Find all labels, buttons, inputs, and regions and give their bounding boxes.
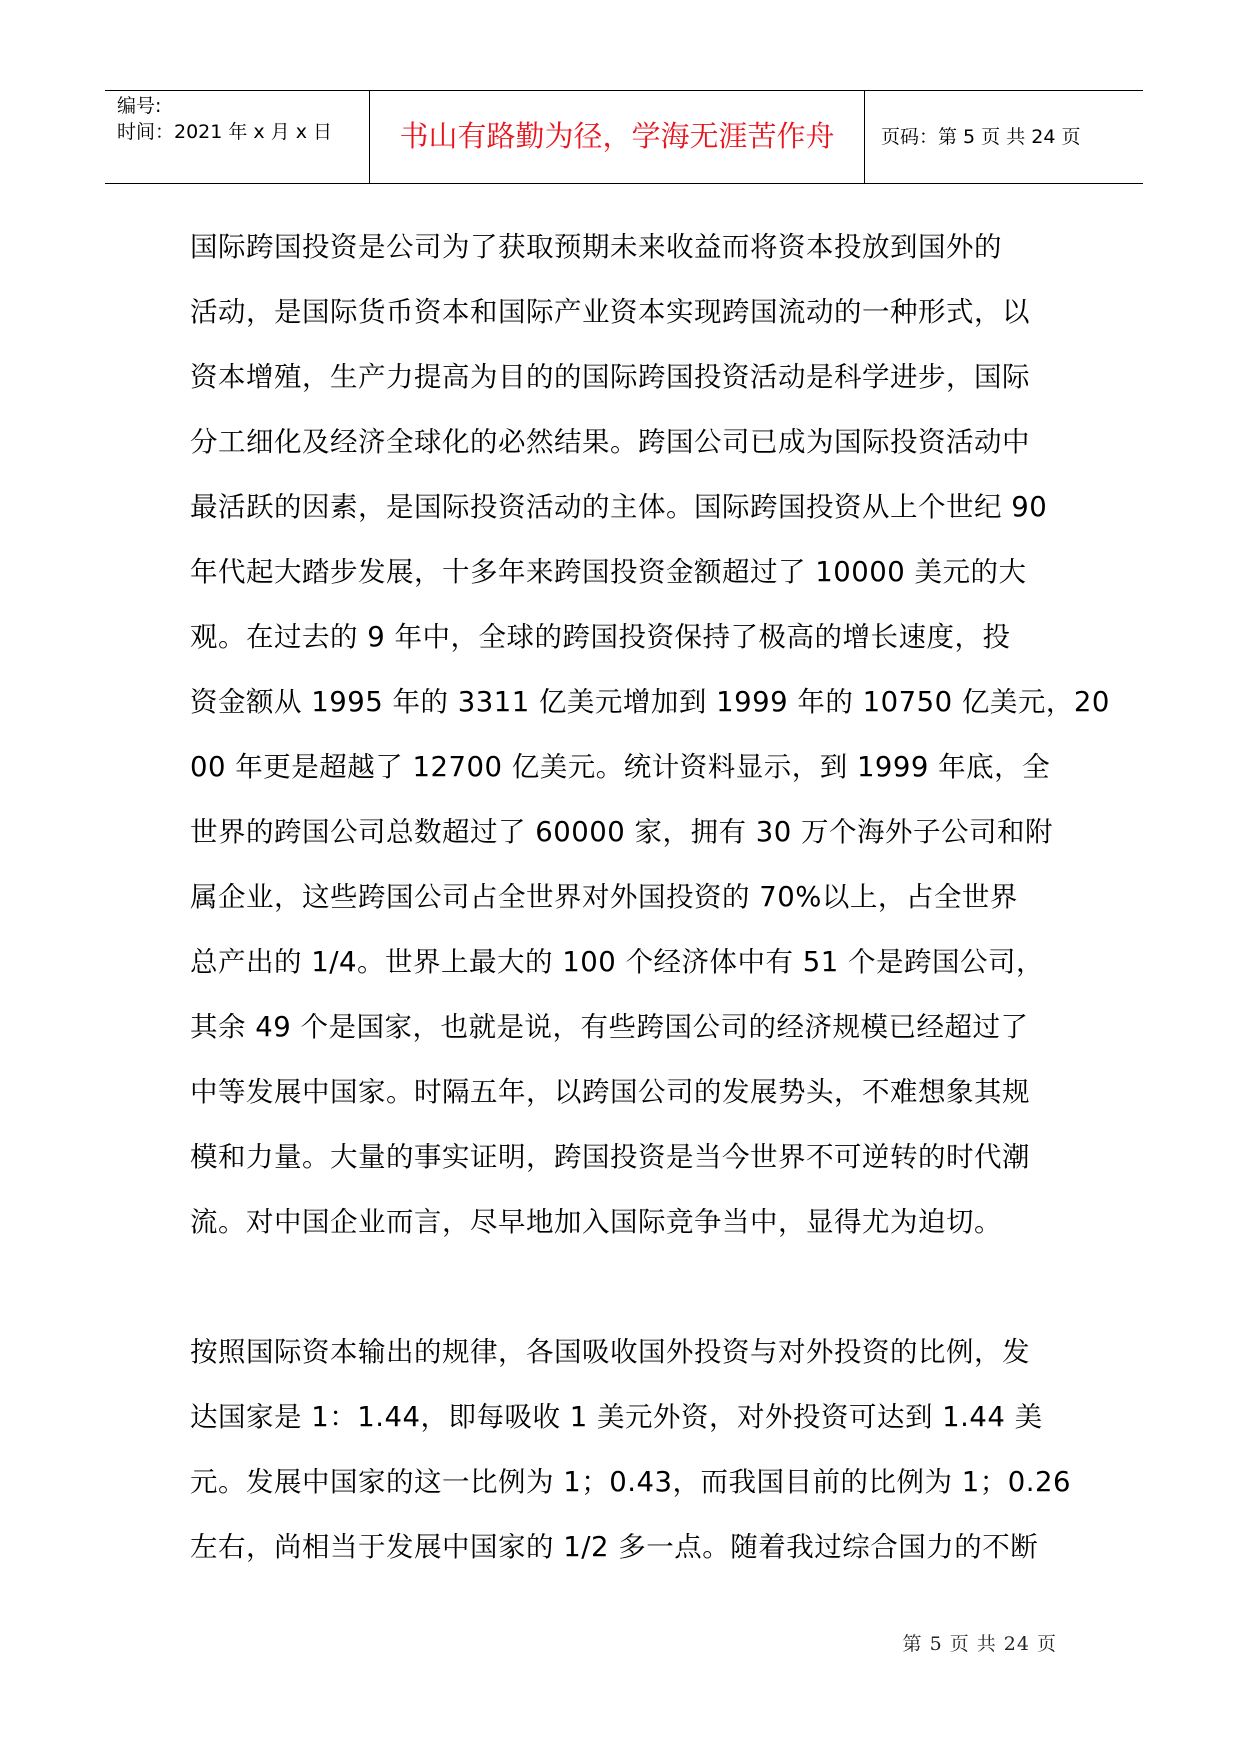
document-body	[190, 215, 1110, 1580]
paragraph-line: 其余 49 个是国家，也就是说，有些跨国公司的经济规模已经超过了	[190, 1011, 1029, 1043]
paragraph-2	[190, 1320, 1070, 1580]
paragraph-line: 达国家是 1：1.44，即每吸收 1 美元外资，对外投资可达到 1.44 美	[190, 1401, 1043, 1433]
paragraph-line: 国际跨国投资是公司为了获取预期未来收益而将资本投放到国外的	[190, 231, 1002, 263]
serial-label: 编号:	[117, 95, 162, 117]
paragraph-spacer	[190, 1255, 1070, 1320]
paragraph-line: 按照国际资本输出的规律，各国吸收国外投资与对外投资的比例，发	[190, 1336, 1030, 1368]
paragraph-line: 中等发展中国家。时隔五年，以跨国公司的发展势头，不难想象其规	[190, 1076, 1030, 1108]
paragraph-line: 流。对中国企业而言，尽早地加入国际竞争当中，显得尤为迫切。	[190, 1206, 1002, 1238]
paragraph-1	[190, 215, 1110, 1255]
paragraph-line: 世界的跨国公司总数超过了 60000 家，拥有 30 万个海外子公司和附	[190, 816, 1053, 848]
paragraph-line: 属企业，这些跨国公司占全世界对外国投资的 70%以上，占全世界	[190, 881, 1018, 913]
time-label: 时间：2021 年 x 月 x 日	[117, 121, 333, 143]
paragraph-line: 总产出的 1/4。世界上最大的 100 个经济体中有 51 个是跨国公司，	[190, 946, 1044, 978]
paragraph-line: 年代起大踏步发展，十多年来跨国投资金额超过了 10000 美元的大	[190, 556, 1027, 588]
header-meta-cell	[105, 91, 370, 183]
paragraph-line: 模和力量。大量的事实证明，跨国投资是当今世界不可逆转的时代潮	[190, 1141, 1030, 1173]
paragraph-line: 左右，尚相当于发展中国家的 1/2 多一点。随着我过综合国力的不断	[190, 1531, 1039, 1563]
header-page-label: 页码：第 5 页 共 24 页	[881, 126, 1081, 148]
paragraph-line: 元。发展中国家的这一比例为 1；0.43，而我国目前的比例为 1；0.26	[190, 1466, 1071, 1498]
page-footer: 第 5 页 共 24 页	[902, 1633, 1057, 1655]
header-motto-cell	[370, 91, 865, 183]
page-header	[105, 90, 1143, 184]
header-page-cell	[865, 91, 1143, 183]
paragraph-line: 活动，是国际货币资本和国际产业资本实现跨国流动的一种形式，以	[190, 296, 1030, 328]
paragraph-line: 资金额从 1995 年的 3311 亿美元增加到 1999 年的 10750 亿美元，20	[190, 686, 1110, 718]
paragraph-line: 观。在过去的 9 年中，全球的跨国投资保持了极高的增长速度，投	[190, 621, 1011, 653]
paragraph-line: 最活跃的因素，是国际投资活动的主体。国际跨国投资从上个世纪 90	[190, 491, 1048, 523]
paragraph-line: 分工细化及经济全球化的必然结果。跨国公司已成为国际投资活动中	[190, 426, 1030, 458]
header-motto: 书山有路勤为径，学海无涯苦作舟	[399, 119, 835, 153]
paragraph-line: 资本增殖，生产力提高为目的的国际跨国投资活动是科学进步，国际	[190, 361, 1030, 393]
paragraph-line: 00 年更是超越了 12700 亿美元。统计资料显示，到 1999 年底，全	[190, 751, 1051, 783]
